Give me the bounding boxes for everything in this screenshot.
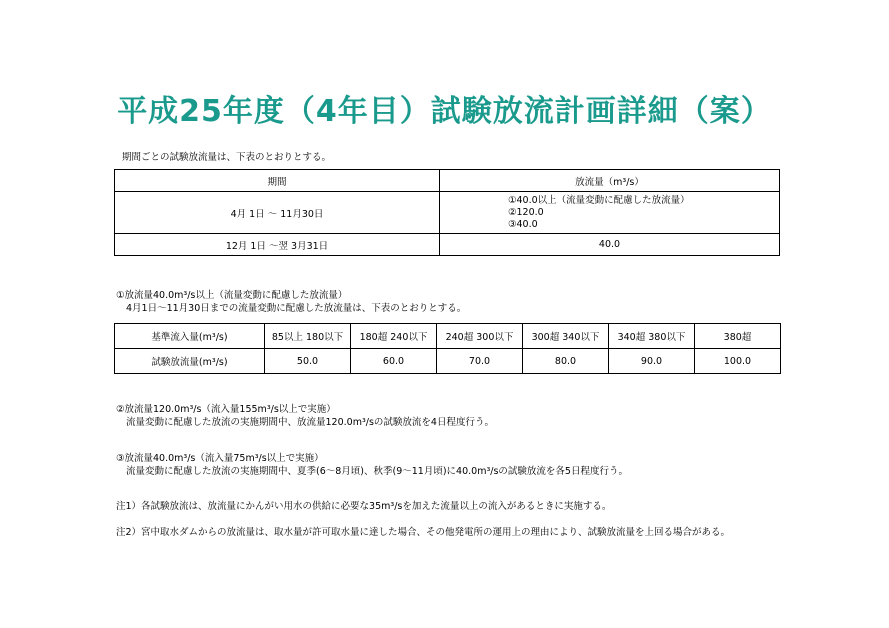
header-flow: 放流量（m³/s）: [440, 170, 780, 192]
range-cell: 300超 340以下: [523, 324, 609, 349]
range-cell: 85以上 180以下: [265, 324, 351, 349]
table-row: [115, 324, 781, 349]
range-cell: 240超 300以下: [437, 324, 523, 349]
row-label-release: 試験放流量(m³/s): [115, 349, 265, 374]
inflow-release-table: [114, 323, 781, 374]
value-cell: 60.0: [351, 349, 437, 374]
row-label-inflow: 基準流入量(m³/s): [115, 324, 265, 349]
value-cell: 100.0: [695, 349, 781, 374]
value-cell: 80.0: [523, 349, 609, 374]
value-cell: 70.0: [437, 349, 523, 374]
row1-period: 4月 1日 ～ 11月30日: [115, 192, 440, 234]
value-cell: 50.0: [265, 349, 351, 374]
header-period: 期間: [115, 170, 440, 192]
note-2: 注2）宮中取水ダムからの放流量は、取水量が許可取水量に達した場合、その他発電所の運用上の理由により、試験放流量を上回る場合がある。: [116, 527, 731, 538]
range-cell: 180超 240以下: [351, 324, 437, 349]
row2-flow: 40.0: [440, 234, 780, 256]
row1-flow-list: [440, 192, 780, 234]
note-1: 注1）各試験放流は、放流量にかんがい用水の供給に必要な35m³/sを加えた流量以上の流入があるときに実施する。: [116, 501, 612, 512]
section2-body: 流量変動に配慮した放流の実施期間中、放流量120.0m³/sの試験放流を4日程度行う。: [126, 417, 494, 428]
table-row: [115, 349, 781, 374]
section2-heading: ②放流量120.0m³/s（流入量155m³/s以上で実施）: [116, 404, 336, 415]
section3-heading: ③放流量40.0m³/s（流入量75m³/s以上で実施）: [116, 453, 324, 464]
flow-item-1: ①40.0以上（流量変動に配慮した放流量）: [508, 194, 690, 206]
intro-text: 期間ごとの試験放流量は、下表のとおりとする。: [122, 152, 332, 163]
table-row: [115, 234, 780, 256]
section3-body: 流量変動に配慮した放流の実施期間中、夏季(6～8月頃)、秋季(9～11月頃)に40.0m³/sの試験放流を各5日程度行う。: [126, 466, 628, 477]
range-cell: 380超: [695, 324, 781, 349]
section1-body: 4月1日～11月30日までの流量変動に配慮した放流量は、下表のとおりとする。: [126, 303, 467, 314]
section1-heading: ①放流量40.0m³/s以上（流量変動に配慮した放流量）: [116, 290, 348, 301]
period-flow-table: [114, 169, 780, 256]
row2-period: 12月 1日 ～翌 3月31日: [115, 234, 440, 256]
flow-item-3: ③40.0: [508, 218, 538, 230]
value-cell: 90.0: [609, 349, 695, 374]
table-header-row: [115, 170, 780, 192]
range-cell: 340超 380以下: [609, 324, 695, 349]
table-row: [115, 192, 780, 234]
flow-item-2: ②120.0: [508, 206, 544, 218]
page-title: 平成25年度（4年目）試験放流計画詳細（案）: [117, 94, 772, 129]
